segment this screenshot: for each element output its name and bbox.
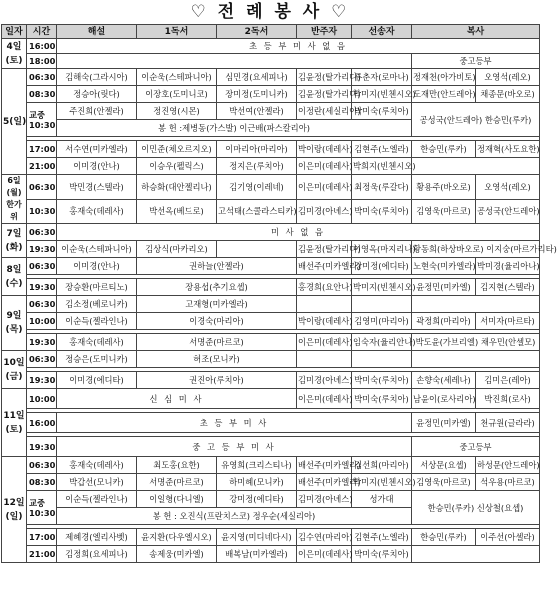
- time-cell: 19:30: [27, 241, 57, 258]
- cantor-cell: 강미정(에디타): [352, 258, 412, 275]
- time-cell: 19:30: [27, 279, 57, 296]
- cantor-cell: 임숙자(율리안나): [352, 334, 412, 351]
- table-row: [2, 313, 540, 330]
- time-cell: 10:30: [27, 199, 57, 224]
- reading2-cell: 김기영(이레네): [217, 175, 297, 200]
- server-cell: 서상문(요셉): [412, 457, 476, 474]
- time-cell: 21:00: [27, 158, 57, 175]
- date-cell: 4일 (토): [2, 39, 27, 69]
- commentary-cell: 홍재숙(데레사): [57, 199, 137, 224]
- reading1-cell: 이민준(체오르지오): [137, 141, 217, 158]
- commentary-cell: 주진희(안젤라): [57, 103, 137, 120]
- organist-cell: 김윤정(탈가리다): [297, 86, 352, 103]
- server-cell: [412, 296, 540, 313]
- server-cell: 손향숙(세레나): [412, 372, 476, 389]
- header-reading2: 2독서: [217, 25, 297, 39]
- server-cell: [412, 351, 540, 368]
- cantor-cell: 박미숙(루치아): [352, 546, 412, 563]
- header-row: [2, 25, 540, 39]
- server-cell: 채종문(바오로): [476, 86, 540, 103]
- table-row: [2, 141, 540, 158]
- table-row: [2, 175, 540, 200]
- reading1-cell: 박선옥(베드로): [137, 199, 217, 224]
- reading-cell: 이경숙(마리아): [137, 313, 297, 330]
- cantor-cell: 박미숙(루치아): [352, 389, 412, 409]
- server-cell: 황용주(바오로): [412, 175, 476, 200]
- reading1-cell: 송제웅(미카엘): [137, 546, 217, 563]
- commentary-cell: 이순득(젤라인나): [57, 491, 137, 508]
- table-row: [2, 158, 540, 175]
- server-cell: 천규원(글라라): [476, 413, 540, 433]
- server-cell: 김지현(스텔라): [476, 279, 540, 296]
- cantor-cell: 박미지(빈첸시오): [352, 86, 412, 103]
- table-row: [2, 296, 540, 313]
- table-row: [2, 529, 540, 546]
- cantor-cell: 최정욱(루갈다): [352, 175, 412, 200]
- time-cell: 10:00: [27, 313, 57, 330]
- reading2-cell: [217, 241, 297, 258]
- commentary-cell: 박민경(스텔라): [57, 175, 137, 200]
- reading2-cell: 윤지영(미디네다시): [217, 529, 297, 546]
- date-cell: 9일 (목): [2, 296, 27, 351]
- date-cell: 6일(월) 한가위: [2, 175, 27, 224]
- table-row: [2, 437, 540, 457]
- server-cell: 남윤이(로사리아): [412, 389, 476, 409]
- date-cell: 10일 (금): [2, 351, 27, 389]
- organist-cell: 김미경(아녜스): [297, 372, 352, 389]
- date-cell: 5(일): [2, 69, 27, 175]
- organist-cell: 김수연(마리아): [297, 529, 352, 546]
- header-commentary: 해설: [57, 25, 137, 39]
- server-cell: 공성국(안드레아) 한승민(루카): [412, 103, 540, 137]
- header-cantor: 선송자: [352, 25, 412, 39]
- commentary-cell: 이순득(젤라인나): [57, 313, 137, 330]
- organist-cell: 김윤정(탈가리다): [297, 241, 352, 258]
- table-row: [2, 39, 540, 54]
- server-cell: 오영석(레오): [476, 69, 540, 86]
- time-cell: 06:30: [27, 175, 57, 200]
- reading1-cell: 이승우(펠릭스): [137, 158, 217, 175]
- commentary-cell: 정승은(도미니카): [57, 351, 137, 368]
- cantor-cell: 박미숙(루치아): [352, 372, 412, 389]
- organist-cell: 김미경(아녜스): [297, 199, 352, 224]
- reading2-cell: 고석태(스콜라스티카): [217, 199, 297, 224]
- cantor-cell: 김현주(노엘라): [352, 141, 412, 158]
- server-cell: 정재혁(사도요한): [476, 141, 540, 158]
- time-cell: 교중 10:30: [27, 103, 57, 137]
- commentary-cell: 홍재숙(데레사): [57, 334, 137, 351]
- reading2-cell: 배복남(미카엘라): [217, 546, 297, 563]
- time-cell: 19:30: [27, 334, 57, 351]
- organist-cell: 김미경(아녜스): [297, 491, 352, 508]
- commentary-cell: 서수연(미카엘라): [57, 141, 137, 158]
- server-cell: 박진희(로사): [476, 389, 540, 409]
- cantor-cell: 박미숙(루치아): [352, 199, 412, 224]
- time-cell: 06:30: [27, 296, 57, 313]
- reading-cell: 서명준(마르코): [137, 334, 297, 351]
- commentary-cell: 이미경(안나): [57, 258, 137, 275]
- header-server: 복사: [412, 25, 540, 39]
- server-cell: 중고등부: [412, 54, 540, 69]
- reading1-cell: 정진영(시몬): [137, 103, 217, 120]
- time-cell: 17:00: [27, 529, 57, 546]
- server-cell: 이주선(아셀라): [476, 529, 540, 546]
- table-row: [2, 457, 540, 474]
- table-row: [2, 372, 540, 389]
- reading1-cell: 이순욱(스테파니아): [137, 69, 217, 86]
- organist-cell: 김윤정(탈가리다): [297, 69, 352, 86]
- table-row: [2, 199, 540, 224]
- reading1-cell: 하승화(대안젤리나): [137, 175, 217, 200]
- server-cell: 윤정민(미카엘): [412, 413, 476, 433]
- reading2-cell: 박선여(안젤라): [217, 103, 297, 120]
- organist-cell: 배선주(미카엘라): [297, 258, 352, 275]
- time-cell: 19:30: [27, 437, 57, 457]
- organist-cell: 배선주(미카엘라): [297, 474, 352, 491]
- server-cell: 김영욱(마르코): [412, 199, 476, 224]
- reading2-cell: 하미혜(모니카): [217, 474, 297, 491]
- cantor-cell: 김영미(마리아): [352, 313, 412, 330]
- reading1-cell: 이장호(도미니코): [137, 86, 217, 103]
- table-row: [2, 546, 540, 563]
- server-cell: 오영석(레오): [476, 175, 540, 200]
- cantor-cell: [352, 296, 412, 313]
- time-cell: 18:00: [27, 54, 57, 69]
- mass-note: 초 등 부 미 사 없 음: [57, 39, 540, 54]
- commentary-cell: 이순욱(스테파니아): [57, 241, 137, 258]
- cantor-cell: 박미지(빈첸시오): [352, 279, 412, 296]
- reading-cell: 권진아(루치아): [137, 372, 297, 389]
- cantor-cell: 박희지(빈첸시오): [352, 158, 412, 175]
- date-cell: 12일 (일): [2, 457, 27, 563]
- organist-cell: 홍경희(요안나): [297, 279, 352, 296]
- commentary-cell: 박갑선(모니카): [57, 474, 137, 491]
- reading2-cell: 심민경(요세피나): [217, 69, 297, 86]
- commentary-cell: 이미경(에디타): [57, 372, 137, 389]
- header-date: 일자: [2, 25, 27, 39]
- time-cell: 08:30: [27, 86, 57, 103]
- organist-cell: 박이랑(데레사): [297, 141, 352, 158]
- commentary-cell: 홍재숙(데레사): [57, 457, 137, 474]
- server-cell: 곽정희(마리아): [412, 313, 476, 330]
- reading-cell: 허조(모니카): [137, 351, 297, 368]
- server-cell: 한승민(루카) 신상철(요셉): [412, 491, 540, 525]
- commentary-cell: 김정희(요세피나): [57, 546, 137, 563]
- time-cell: 17:00: [27, 141, 57, 158]
- time-cell: 06:30: [27, 224, 57, 241]
- reading1-cell: 김상식(마카리오): [137, 241, 217, 258]
- organist-cell: 이은미(데레사): [297, 175, 352, 200]
- cantor-cell: 류춘자(로마나): [352, 69, 412, 86]
- organist-cell: [297, 351, 352, 368]
- table-row: [2, 474, 540, 491]
- cantor-cell: 이영옥(마지리나): [352, 241, 412, 258]
- cantor-cell: 박미지(빈첸시오): [352, 474, 412, 491]
- server-cell: 하성문(안드레아): [476, 457, 540, 474]
- mass-note: 미 사 없 음: [57, 224, 540, 241]
- server-cell: 한승민(루카): [412, 141, 476, 158]
- table-row: [2, 491, 540, 508]
- commentary-cell: 장승환(마르티노): [57, 279, 137, 296]
- cantor-cell: 김선희(마리아): [352, 457, 412, 474]
- time-cell: 21:00: [27, 546, 57, 563]
- empty-cell: [57, 54, 412, 69]
- reading2-cell: 강미정(에디타): [217, 491, 297, 508]
- server-cell: 중고등부: [412, 437, 540, 457]
- table-row: [2, 413, 540, 433]
- reading1-cell: 윤지환(다우엘시오): [137, 529, 217, 546]
- date-cell: 7일 (화): [2, 224, 27, 258]
- table-row: [2, 103, 540, 120]
- time-cell: 06:30: [27, 351, 57, 368]
- offertory-note: 봉 헌 :제병동(가스발) 이근배(파스칼리아): [57, 120, 412, 137]
- page-title: ♡ 전 례 봉 사 ♡: [190, 2, 350, 22]
- organist-cell: 이은미(데레사): [297, 334, 352, 351]
- time-cell: 16:00: [27, 413, 57, 433]
- mass-note: 신 심 미 사: [57, 389, 297, 409]
- date-cell: 11일 (토): [2, 389, 27, 457]
- header-time: 시간: [27, 25, 57, 39]
- time-cell: 06:30: [27, 457, 57, 474]
- mass-note: 초 등 부 미 사: [57, 413, 412, 433]
- table-row: [2, 224, 540, 241]
- organist-cell: 박이랑(데레사): [297, 313, 352, 330]
- server-cell: 공성국(안드레아): [476, 199, 540, 224]
- table-row: [2, 279, 540, 296]
- table-row: [2, 334, 540, 351]
- reading2-cell: 유영희(크리스티나): [217, 457, 297, 474]
- commentary-cell: 김해숙(그라시아): [57, 69, 137, 86]
- commentary-cell: 제혜경(엘리사벳): [57, 529, 137, 546]
- reading1-cell: 최도홍(요한): [137, 457, 217, 474]
- table-row: [2, 241, 540, 258]
- server-cell: 김미은(레아): [476, 372, 540, 389]
- server-cell: 석우용(마르코): [476, 474, 540, 491]
- table-row: [2, 86, 540, 103]
- table-row: [2, 389, 540, 409]
- organist-cell: 이은미(데레사): [297, 389, 352, 409]
- table-row: [2, 258, 540, 275]
- organist-cell: 이은미(데레사): [297, 158, 352, 175]
- schedule-table: [1, 24, 557, 563]
- reading-cell: 장용섭(추기요셉): [137, 279, 297, 296]
- reading1-cell: 서명준(마르코): [137, 474, 217, 491]
- commentary-cell: 정승아(릿다): [57, 86, 137, 103]
- server-cell: 박미경(율리아나): [476, 258, 540, 275]
- reading-cell: 고재형(미카엘라): [137, 296, 297, 313]
- cantor-cell: 박미숙(루치아): [352, 103, 412, 120]
- table-row: [2, 351, 540, 368]
- reading2-cell: 장미정(도미니카): [217, 86, 297, 103]
- date-cell: 8일 (수): [2, 258, 27, 296]
- cantor-cell: 성가대: [352, 491, 412, 508]
- cantor-cell: [352, 351, 412, 368]
- server-cell: [412, 546, 540, 563]
- server-cell: 정재천(아가비토): [412, 69, 476, 86]
- time-cell: 19:30: [27, 372, 57, 389]
- time-cell: 16:00: [27, 39, 57, 54]
- header-reading1: 1독서: [137, 25, 217, 39]
- reading1-cell: 이일형(다니엘): [137, 491, 217, 508]
- organist-cell: 배선주(미카엘라): [297, 457, 352, 474]
- organist-cell: 이정란(세실리아): [297, 103, 352, 120]
- offertory-note: 봉 헌 : 오진식(프란치스코) 정우순(세실리아): [57, 508, 412, 525]
- organist-cell: 이은미(데레사): [297, 546, 352, 563]
- commentary-cell: 이미경(안나): [57, 158, 137, 175]
- reading2-cell: 정지은(루치아): [217, 158, 297, 175]
- table-row: [2, 69, 540, 86]
- server-cell: 김영욱(마르코): [412, 474, 476, 491]
- mass-note: 중 고 등 부 미 사: [57, 437, 412, 457]
- server-cell: 윤정민(미카엘): [412, 279, 476, 296]
- time-cell: 교중 10:30: [27, 491, 57, 525]
- reading2-cell: 이마리아(마리아): [217, 141, 297, 158]
- server-cell: 서미자(마르타): [476, 313, 540, 330]
- server-cell: 황동희(하상바오로) 이지숭(마르가리타): [412, 241, 540, 258]
- server-cell: 도재만(안드레아): [412, 86, 476, 103]
- server-cell: 노현숙(미카엘라): [412, 258, 476, 275]
- header-organist: 반주자: [297, 25, 352, 39]
- commentary-cell: 김소정(베로니카): [57, 296, 137, 313]
- time-cell: 06:30: [27, 258, 57, 275]
- table-row: [2, 54, 540, 69]
- server-cell: 박도윤(가브리엘) 채우민(안셀모): [412, 334, 540, 351]
- server-cell: 한승민(루카): [412, 529, 476, 546]
- time-cell: 10:00: [27, 389, 57, 409]
- cantor-cell: 김현주(노엘라): [352, 529, 412, 546]
- organist-cell: [297, 296, 352, 313]
- time-cell: 06:30: [27, 69, 57, 86]
- reading-cell: 권하늘(안젤라): [137, 258, 297, 275]
- server-cell: [412, 158, 540, 175]
- time-cell: 08:30: [27, 474, 57, 491]
